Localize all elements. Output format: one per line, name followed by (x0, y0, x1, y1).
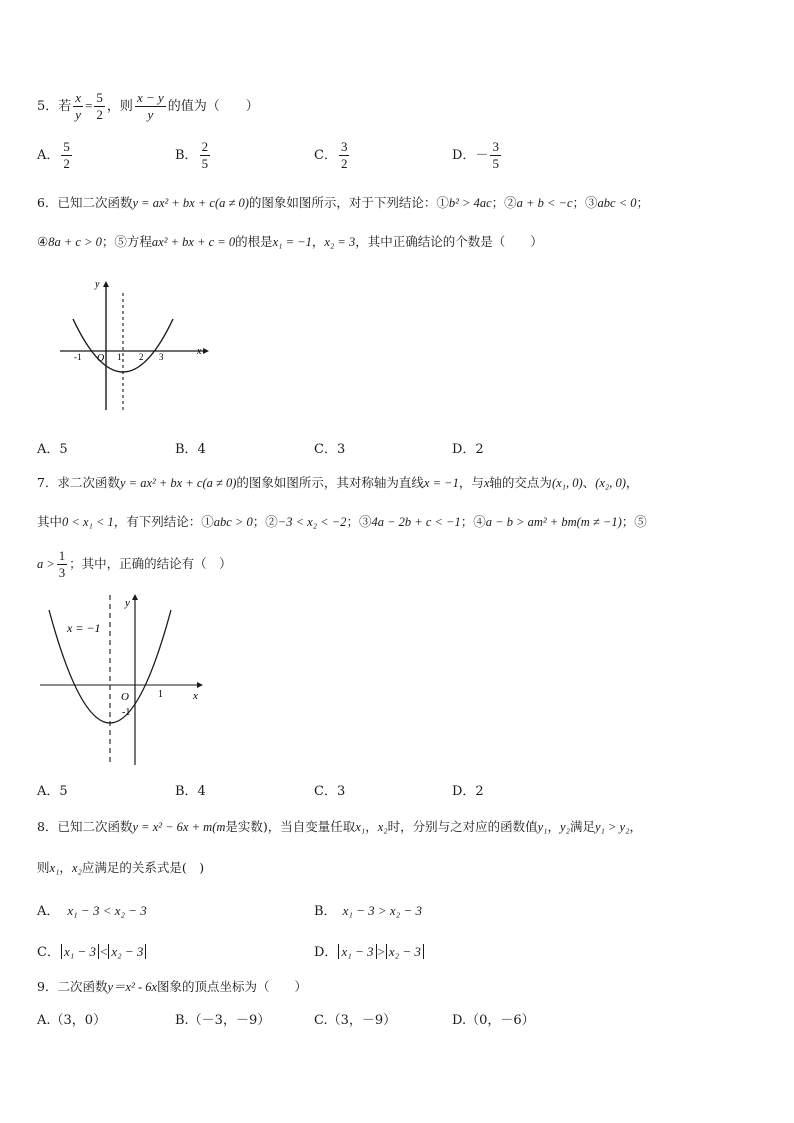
intercept-minus-1: -1 (122, 707, 131, 718)
x-axis-label: x (197, 346, 202, 357)
q9-option-d[interactable]: D.（0，－6） (452, 1013, 535, 1028)
abs-value: x₂ − 3 (108, 944, 146, 959)
y-axis-arrow (132, 594, 138, 600)
tick-1: 1 (117, 352, 122, 362)
fraction-x-over-y: $\frac{x}{y}$ (75, 90, 82, 122)
question-7-line-2: 其中0 < x₁ < 1，有下列结论：①abc > 0；②−3 < x₂ < −2；③4a − 2b + c < −1；④a − b > am² + bm(m ≠ −1)；⑤ (37, 514, 647, 529)
q5-option-a[interactable]: A． $\frac{5}{2}$ (37, 139, 70, 171)
q8-option-d[interactable]: D． x₁ − 3 > x₂ − 3 (314, 941, 425, 960)
fraction-expression: $\frac{x - y}{y}$ (136, 90, 164, 122)
q5-option-d[interactable]: D．－ $\frac{3}{5}$ (452, 139, 499, 171)
x-axis-arrow (197, 682, 203, 688)
q9-option-a[interactable]: A.（3，0） (37, 1013, 107, 1028)
q8-option-a[interactable]: A． x₁ − 3 < x₂ − 3 (37, 903, 147, 919)
q6-option-d[interactable]: D．2 (452, 442, 484, 457)
origin-label: O (97, 353, 105, 364)
question-9-stem: 9．二次函数y＝x² - 6x图象的顶点坐标为（ ） (37, 979, 308, 994)
y-axis-label: y (125, 597, 130, 609)
question-5-stem: 5．若 $\frac{x}{y}$ = $\frac{5}{2}$ ，则 $\frac{x - y}{y}$ 的值为（ ） (37, 90, 259, 122)
tick-2: 2 (139, 352, 144, 362)
q7-option-a[interactable]: A．5 (37, 784, 68, 799)
question-7-line-3: a > $\frac{1}{3}$ ；其中，正确的结论有（ ） (37, 549, 232, 580)
abs-value: x₁ − 3 (61, 944, 99, 959)
x-axis-arrow (203, 348, 209, 354)
q8-option-b[interactable]: B． x₁ − 3 > x₂ − 3 (314, 903, 422, 919)
y-axis-arrow (103, 281, 109, 287)
tick-1: 1 (158, 689, 163, 700)
parabola-curve (73, 319, 173, 372)
abs-value: x₁ − 3 (338, 944, 376, 959)
question-7-line-1: 7．求二次函数y = ax² + bx + c(a ≠ 0)的图象如图所示，其对称轴为直线x = −1，与x轴的交点为(x₁, 0)、(x₂, 0)， (37, 475, 639, 490)
tick-minus-1: -1 (74, 352, 82, 362)
question-number: 5． (37, 99, 59, 114)
q6-option-b[interactable]: B．4 (175, 442, 206, 457)
origin-label: O (121, 691, 129, 703)
symmetry-axis-label: x = −1 (67, 621, 101, 635)
question-8-line-1: 8．已知二次函数y = x² − 6x + m(m是实数)，当自变量任取x₁，x₂时，分别与之对应的函数值y₁，y₂满足y₁ > y₂， (37, 819, 642, 834)
fraction-5-over-2: $\frac{5}{2}$ (96, 90, 103, 122)
q6-option-c[interactable]: C．3 (314, 442, 346, 457)
q6-parabola-graph (55, 275, 215, 415)
tick-3: 3 (159, 352, 164, 362)
question-8-line-2: 则x₁，x₂应满足的关系式是( ) (37, 860, 205, 875)
x-axis-label: x (193, 690, 198, 702)
abs-value: x₂ − 3 (386, 944, 424, 959)
q7-parabola-graph (35, 590, 210, 770)
question-6-line-2: ④8a + c > 0；⑤方程ax² + bx + c = 0的根是x₁ = −1，x₂ = 3，其中正确结论的个数是（ ） (37, 234, 543, 249)
q9-option-b[interactable]: B.（－3，－9） (175, 1013, 271, 1028)
q5-option-c[interactable]: C． $\frac{3}{2}$ (314, 139, 348, 171)
q8-option-c[interactable]: C． x₁ − 3 < x₂ − 3 (37, 941, 147, 960)
q7-option-b[interactable]: B．4 (175, 784, 206, 799)
q9-option-c[interactable]: C.（3，－9） (314, 1013, 397, 1028)
q5-option-b[interactable]: B． $\frac{2}{5}$ (175, 139, 209, 171)
q6-option-a[interactable]: A．5 (37, 442, 68, 457)
question-6-line-1: 6．已知二次函数y = ax² + bx + c(a ≠ 0)的图象如图所示，对于下列结论：①b² > 4ac；②a + b < −c；③abc < 0； (37, 195, 650, 210)
q7-option-d[interactable]: D．2 (452, 784, 484, 799)
y-axis-label: y (95, 279, 100, 290)
q7-option-c[interactable]: C．3 (314, 784, 346, 799)
